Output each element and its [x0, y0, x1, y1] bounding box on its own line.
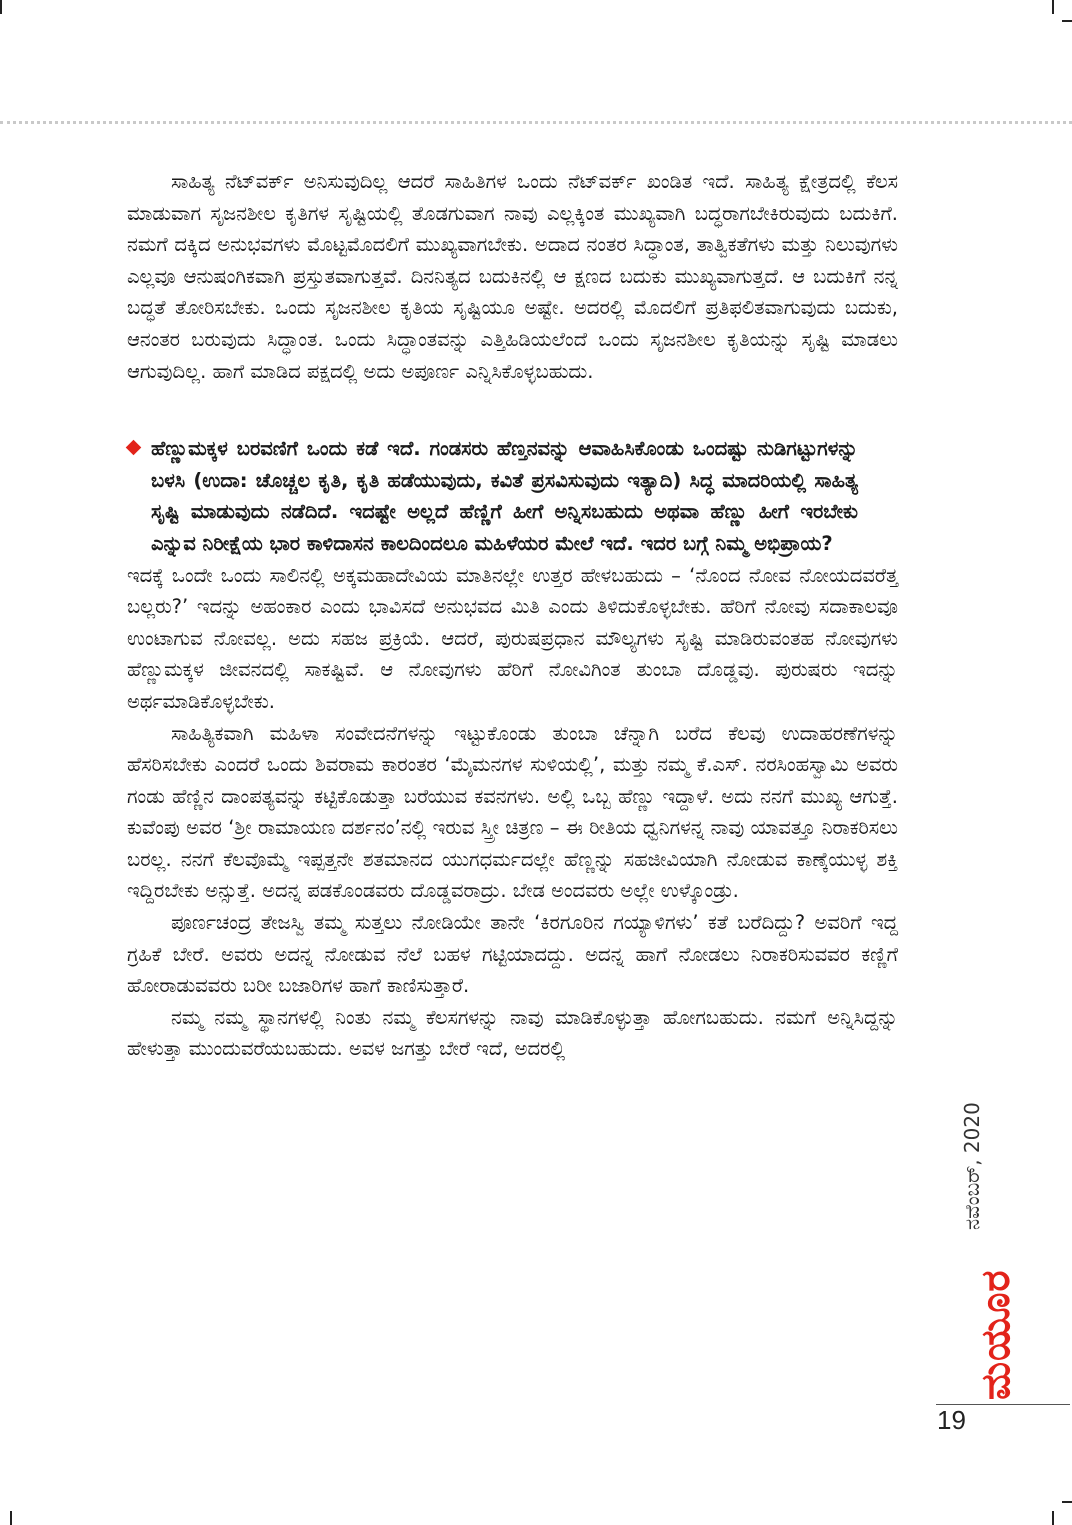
crop-mark-right-top [1062, 20, 1072, 22]
issue-date: ನವೆಂಬರ್, 2020 [960, 1102, 984, 1230]
question-text: ಹೆಣ್ಣುಮಕ್ಕಳ ಬರವಣಿಗೆ ಒಂದು ಕಡೆ ಇದೆ. ಗಂಡಸರು ಹೆಣ್ತನವನ್ನು ಆವಾಹಿಸಿಕೊಂಡು ಒಂದಷ್ಟು ನುಡಿಗಟ್ಟುಗಳನ್ನು ಬಳಸಿ (ಉದಾ: ಚೊಚ್ಚಲ ಕೃತಿ, ಕೃತಿ ಹಡೆಯುವುದು, ಕವಿತೆ ಪ್ರಸವಿಸುವುದು ಇತ್ಯಾದಿ) ಸಿದ್ಧ ಮಾದರಿಯಲ್ಲಿ ಸಾಹಿತ್ಯ ಸೃಷ್ಟಿ ಮಾಡುವುದು ನಡೆದಿದೆ. ಇದಷ್ಟೇ ಅಲ್ಲದೆ ಹೆಣ್ಣಿಗೆ ಹೀಗೆ ಅನ್ನಿಸಬಹುದು ಅಥವಾ ಹೆಣ್ಣು ಹೀಗೆ ಇರಬೇಕು ಎನ್ನುವ ನಿರೀಕ್ಷೆಯ ಭಾರ ಕಾಳಿದಾಸನ ಕಾಲದಿಂದಲೂ ಮಹಿಳೆಯರ ಮೇಲೆ ಇದೆ. ಇದರ ಬಗ್ಗೆ ನಿಮ್ಮ ಅಭಿಪ್ರಾಯ? [151, 437, 858, 555]
article-body [127, 166, 898, 1065]
answer-paragraph-1: ಇದಕ್ಕೆ ಒಂದೇ ಒಂದು ಸಾಲಿನಲ್ಲಿ ಅಕ್ಕಮಹಾದೇವಿಯ ಮಾತಿನಲ್ಲೇ ಉತ್ತರ ಹೇಳಬಹುದು – ‘ನೊಂದ ನೋವ ನೋಯದವರೆತ್ತ ಬಲ್ಲರು?’ ಇದನ್ನು ಅಹಂಕಾರ ಎಂದು ಭಾವಿಸದೆ ಅನುಭವದ ಮಿತಿ ಎಂದು ತಿಳಿದುಕೊಳ್ಳಬೇಕು. ಹೆರಿಗೆ ನೋವು ಸದಾಕಾಲವೂ ಉಂಟಾಗುವ ನೋವಲ್ಲ. ಅದು ಸಹಜ ಪ್ರಕ್ರಿಯೆ. ಆದರೆ, ಪುರುಷಪ್ರಧಾನ ಮೌಲ್ಯಗಳು ಸೃಷ್ಟಿ ಮಾಡಿರುವಂತಹ ನೋವುಗಳು ಹೆಣ್ಣುಮಕ್ಕಳ ಜೀವನದಲ್ಲಿ ಸಾಕಷ್ಟಿವೆ. ಆ ನೋವುಗಳು ಹೆರಿಗೆ ನೋವಿಗಿಂತ ತುಂಬಾ ದೊಡ್ಡವು. ಪುರುಷರು ಇದನ್ನು ಅರ್ಥಮಾಡಿಕೊಳ್ಳಬೇಕು. [127, 563, 898, 713]
diamond-bullet-icon [126, 440, 142, 456]
header-dotted-rule [0, 121, 1072, 124]
interview-question [127, 433, 898, 559]
paragraph-intro: ಸಾಹಿತ್ಯ ನೆಟ್‌ವರ್ಕ್ ಅನಿಸುವುದಿಲ್ಲ ಆದರೆ ಸಾಹಿತಿಗಳ ಒಂದು ನೆಟ್‌ವರ್ಕ್ ಖಂಡಿತ ಇದೆ. ಸಾಹಿತ್ಯ ಕ್ಷೇತ್ರದಲ್ಲಿ ಕೆಲಸ ಮಾಡುವಾಗ ಸೃಜನಶೀಲ ಕೃತಿಗಳ ಸೃಷ್ಟಿಯಲ್ಲಿ ತೊಡಗುವಾಗ ನಾವು ಎಲ್ಲಕ್ಕಿಂತ ಮುಖ್ಯವಾಗಿ ಬದ್ಧರಾಗಬೇಕಿರುವುದು ಬದುಕಿಗೆ. ನಮಗೆ ದಕ್ಕಿದ ಅನುಭವಗಳು ಮೊಟ್ಟಮೊದಲಿಗೆ ಮುಖ್ಯವಾಗಬೇಕು. ಅದಾದ ನಂತರ ಸಿದ್ಧಾಂತ, ತಾತ್ವಿಕತೆಗಳು ಮತ್ತು ನಿಲುವುಗಳು ಎಲ್ಲವೂ ಆನುಷಂಗಿಕವಾಗಿ ಪ್ರಸ್ತುತವಾಗುತ್ತವೆ. ದಿನನಿತ್ಯದ ಬದುಕಿನಲ್ಲಿ ಆ ಕ್ಷಣದ ಬದುಕು ಮುಖ್ಯವಾಗುತ್ತದೆ. ಆ ಬದುಕಿಗೆ ನನ್ನ ಬದ್ಧತೆ ತೋರಿಸಬೇಕು. ಒಂದು ಸೃಜನಶೀಲ ಕೃತಿಯ ಸೃಷ್ಟಿಯೂ ಅಷ್ಟೇ. ಅದರಲ್ಲಿ ಮೊದಲಿಗೆ ಪ್ರತಿಫಲಿತವಾಗುವುದು ಬದುಕು, ಆನಂತರ ಬರುವುದು ಸಿದ್ಧಾಂತ. ಒಂದು ಸಿದ್ಧಾಂತವನ್ನು ಎತ್ತಿಹಿಡಿಯಲೆಂದೆ ಒಂದು ಸೃಜನಶೀಲ ಕೃತಿಯನ್ನು ಸೃಷ್ಟಿ ಮಾಡಲು ಆಗುವುದಿಲ್ಲ. ಹಾಗೆ ಮಾಡಿದ ಪಕ್ಷದಲ್ಲಿ ಅದು ಅಪೂರ್ಣ ಎನ್ನಿಸಿಕೊಳ್ಳಬಹುದು. [127, 170, 898, 383]
answer-paragraph-3: ಪೂರ್ಣಚಂದ್ರ ತೇಜಸ್ವಿ ತಮ್ಮ ಸುತ್ತಲು ನೋಡಿಯೇ ತಾನೇ ‘ಕಿರಗೂರಿನ ಗಯ್ಯಾಳಿಗಳು’ ಕತೆ ಬರೆದಿದ್ದು? ಅವರಿಗೆ ಇದ್ದ ಗ್ರಹಿಕೆ ಬೇರೆ. ಅವರು ಅದನ್ನ ನೋಡುವ ನೆಲೆ ಬಹಳ ಗಟ್ಟಿಯಾದದ್ದು. ಅದನ್ನ ಹಾಗೆ ನೋಡಲು ನಿರಾಕರಿಸುವವರ ಕಣ್ಣಿಗೆ ಹೋರಾಡುವವರು ಬರೀ ಬಜಾರಿಗಳ ಹಾಗೆ ಕಾಣಿಸುತ್ತಾರೆ. [127, 911, 898, 998]
crop-mark-top-left [0, 0, 2, 14]
magazine-brand-logo: ಮಯೂರ [973, 1269, 1019, 1400]
crop-mark-bottom-left [10, 1511, 12, 1525]
answer-paragraph-2: ಸಾಹಿತ್ಯಿಕವಾಗಿ ಮಹಿಳಾ ಸಂವೇದನೆಗಳನ್ನು ಇಟ್ಟುಕೊಂಡು ತುಂಬಾ ಚೆನ್ನಾಗಿ ಬರೆದ ಕೆಲವು ಉದಾಹರಣೆಗಳನ್ನು ಹೆಸರಿಸಬೇಕು ಎಂದರೆ ಒಂದು ಶಿವರಾಮ ಕಾರಂತರ ‘ಮೈಮನಗಳ ಸುಳಿಯಲ್ಲಿ’, ಮತ್ತು ನಮ್ಮ ಕೆ.ಎಸ್. ನರಸಿಂಹಸ್ವಾಮಿ ಅವರು ಗಂಡು ಹೆಣ್ಣಿನ ದಾಂಪತ್ಯವನ್ನು ಕಟ್ಟಿಕೊಡುತ್ತಾ ಬರೆಯುವ ಕವನಗಳು. ಅಲ್ಲಿ ಒಬ್ಬ ಹೆಣ್ಣು ಇದ್ದಾಳೆ. ಅದು ನನಗೆ ಮುಖ್ಯ ಆಗುತ್ತೆ. ಕುವೆಂಪು ಅವರ ‘ಶ್ರೀ ರಾಮಾಯಣ ದರ್ಶನಂ’ನಲ್ಲಿ ಇರುವ ಸ್ತ್ರೀ ಚಿತ್ರಣ – ಈ ರೀತಿಯ ಧ್ವನಿಗಳನ್ನ ನಾವು ಯಾವತ್ತೂ ನಿರಾಕರಿಸಲು ಬರಲ್ಲ. ನನಗೆ ಕೆಲವೊಮ್ಮೆ ಇಪ್ಪತ್ತನೇ ಶತಮಾನದ ಯುಗಧರ್ಮದಲ್ಲೇ ಹೆಣ್ಣನ್ನು ಸಹಜೀವಿಯಾಗಿ ನೋಡುವ ಕಾಣ್ಕೆಯುಳ್ಳ ಶಕ್ತಿ ಇದ್ದಿರಬೇಕು ಅನ್ಸುತ್ತೆ. ಅದನ್ನ ಪಡಕೊಂಡವರು ದೊಡ್ಡವರಾದ್ರು. ಬೇಡ ಅಂದವರು ಅಲ್ಲೇ ಉಳ್ಕೊಂಡ್ರು. [127, 721, 898, 903]
crop-mark-right-bottom [1062, 1501, 1072, 1503]
crop-mark-top-right [1052, 0, 1054, 14]
page-number: 19 [937, 1405, 966, 1435]
crop-mark-bottom-right [1052, 1511, 1054, 1525]
answer-paragraph-4: ನಮ್ಮ ನಮ್ಮ ಸ್ಥಾನಗಳಲ್ಲಿ ನಿಂತು ನಮ್ಮ ಕೆಲಸಗಳನ್ನು ನಾವು ಮಾಡಿಕೊಳ್ಳುತ್ತಾ ಹೋಗಬಹುದು. ನಮಗೆ ಅನ್ನಿಸಿದ್ದನ್ನು ಹೇಳುತ್ತಾ ಮುಂದುವರೆಯಬಹುದು. ಅವಳ ಜಗತ್ತು ಬೇರೆ ಇದೆ, ಅದರಲ್ಲಿ [127, 1005, 898, 1061]
